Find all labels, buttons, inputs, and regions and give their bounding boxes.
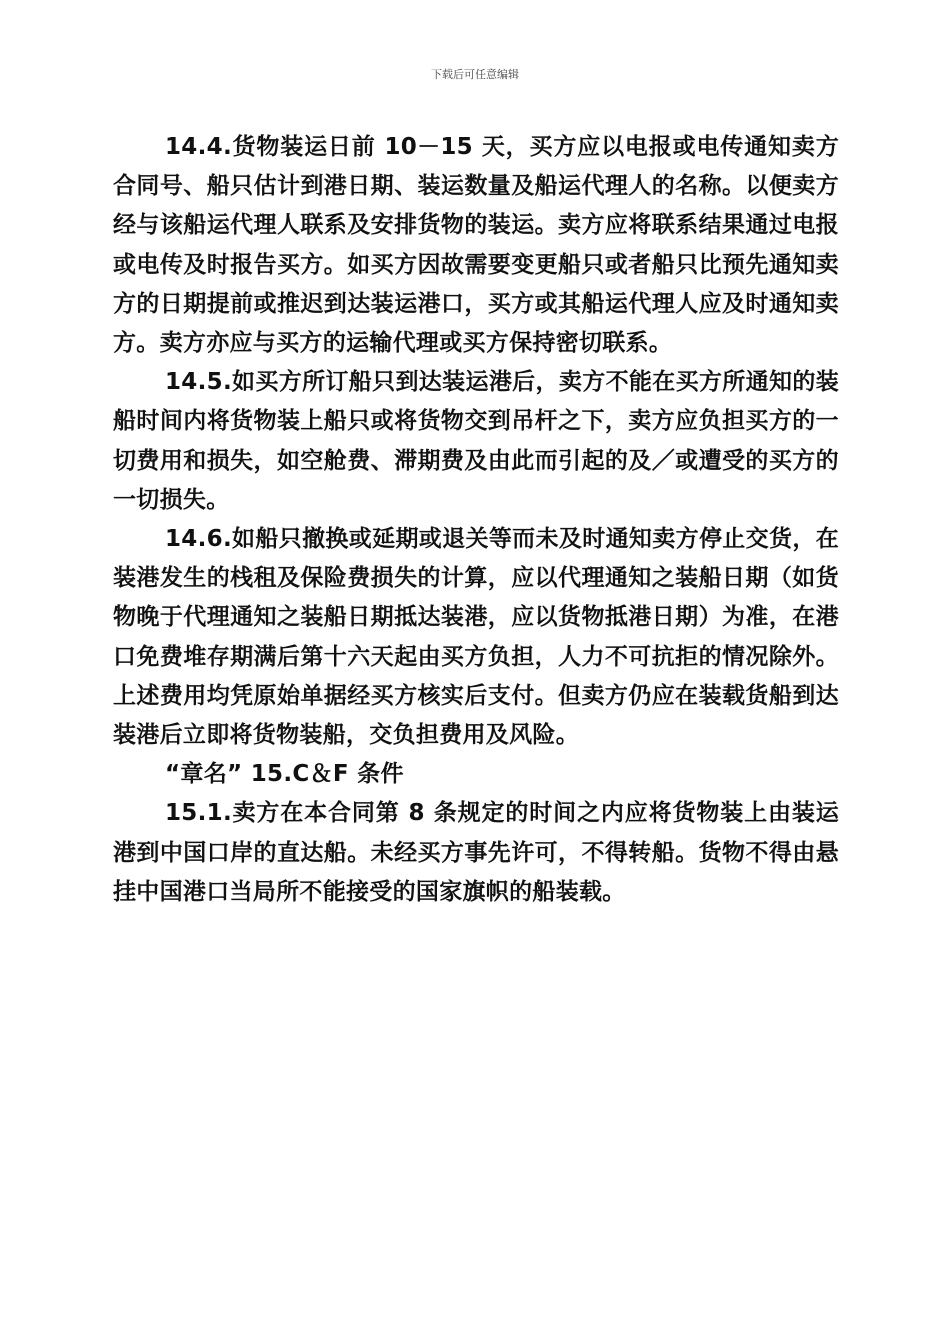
clause-14-6: 14.6.如船只撤换或延期或退关等而未及时通知卖方停止交货，在装港发生的栈租及保险费损失的计算，应以代理通知之装船日期（如货物晚于代理通知之装船日期抵达装港，应以货物抵港日期）为准，在港口免费堆存期满后第十六天起由买方负担，人力不可抗拒的情况除外。上述费用均凭原始单据经买方核实后支付。但卖方仍应在装载货船到达装港后立即将货物装船，交负担费用及风险。 xyxy=(113,526,839,749)
page-header: 下载后可任意编辑 xyxy=(431,68,519,81)
clause-14-5: 14.5.如买方所订船只到达装运港后，卖方不能在买方所通知的装船时间内将货物装上船只或将货物交到吊杆之下，卖方应负担买方的一切费用和损失，如空舱费、滞期费及由此而引起的及／或遭受的买方的一切损失。 xyxy=(113,369,839,513)
chapter-heading: “章名” 15.C＆F 条件 xyxy=(165,761,404,788)
clause-15-1: 15.1.卖方在本合同第 8 条规定的时间之内应将货物装上由装运港到中国口岸的直达船。未经买方事先许可，不得转船。货物不得由悬挂中国港口当局所不能接受的国家旗帜的船装载。 xyxy=(113,800,839,905)
document-body xyxy=(113,128,839,912)
clause-14-4: 14.4.货物装运日前 10－15 天，买方应以电报或电传通知卖方合同号、船只估计到港日期、装运数量及船运代理人的名称。以便卖方经与该船运代理人联系及安排货物的装运。卖方应将联系结果通过电报或电传及时报告买方。如买方因故需要变更船只或者船只比预先通知卖方的日期提前或推迟到达装运港口，买方或其船运代理人应及时通知卖方。卖方亦应与买方的运输代理或买方保持密切联系。 xyxy=(113,134,839,357)
